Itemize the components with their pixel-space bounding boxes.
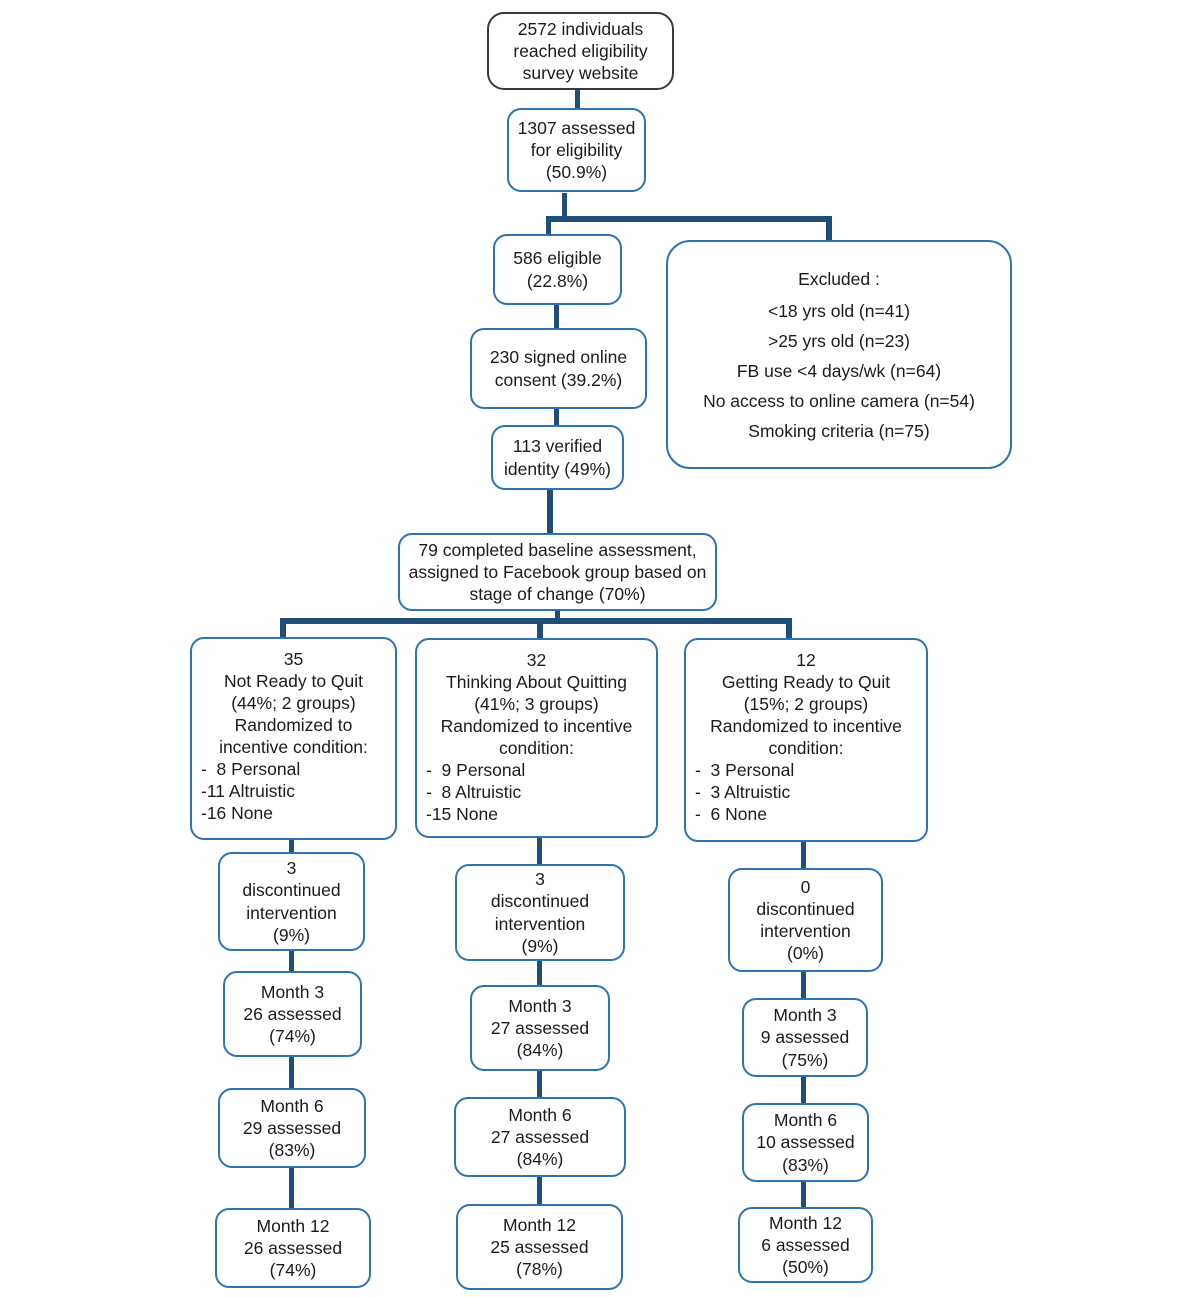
text-line: Month 6 (260, 1095, 324, 1116)
text-line: intervention (246, 902, 337, 923)
text-line: (9%) (521, 935, 559, 956)
text-line: condition: (499, 738, 574, 759)
connector-to-arm3 (786, 618, 792, 639)
text-line: -11 Altruistic (201, 781, 296, 802)
text-line: Month 6 (773, 1110, 838, 1131)
text-line: - 3 Altruistic (695, 782, 791, 803)
text-line: 35 (283, 649, 304, 669)
connector-assessed-down (562, 193, 567, 218)
text-line: 26 assessed (243, 1003, 342, 1024)
node-month12-arm1 (215, 1208, 371, 1288)
text-line: 0 (800, 876, 811, 897)
text-line: (50.9%) (545, 162, 608, 183)
excluded-title: Excluded : (798, 269, 880, 289)
text-line: No access to online camera (n=54) (703, 391, 975, 411)
arm-summary (417, 649, 656, 759)
text-line: 2572 individuals (517, 18, 644, 39)
text-line: - 6 None (695, 804, 767, 825)
text-line: FB use <4 days/wk (n=64) (736, 361, 942, 381)
text-line: Thinking About Quitting (446, 672, 627, 693)
text-line: Month 12 (256, 1215, 330, 1236)
node-month6-arm2 (454, 1097, 626, 1177)
text-line: Month 6 (508, 1104, 572, 1125)
text-line: (83%) (782, 1154, 829, 1175)
text-line: 586 eligible (513, 248, 602, 269)
text-line: 29 assessed (242, 1117, 342, 1138)
text-line: - 9 Personal (426, 760, 526, 781)
connector-arm3-to-month3 (801, 971, 806, 999)
text-line: consent (39.2%) (494, 369, 623, 390)
text-line: -16 None (201, 803, 273, 824)
text-line: (84%) (516, 1149, 564, 1170)
text-line: Not Ready to Quit (223, 671, 364, 692)
text-line: assigned to Facebook group based on (408, 561, 707, 582)
node-month3-arm3 (742, 998, 868, 1077)
text-line: intervention (494, 913, 586, 934)
node-month6-arm3 (742, 1103, 869, 1182)
text-line: -15 None (426, 804, 498, 825)
text-line: - 8 Altruistic (426, 782, 522, 803)
text-line: reached eligibility (513, 40, 648, 61)
node-excluded (666, 240, 1012, 469)
text-line: 3 (286, 858, 297, 879)
text-line: 6 assessed (761, 1234, 850, 1255)
node-month6-arm1 (218, 1088, 366, 1168)
connector-arm2-to-month12 (537, 1176, 542, 1205)
text-line: <18 yrs old (n=41) (767, 301, 911, 321)
node-arm-getting-ready-to-quit (684, 638, 928, 842)
connector-arm3-to-month12 (801, 1181, 806, 1208)
text-line: 12 (796, 650, 816, 670)
text-line: Randomized to incentive (710, 716, 902, 737)
text-line: - 3 Personal (695, 760, 795, 781)
text-line: incentive condition: (219, 737, 368, 758)
node-signed-online-consent (470, 328, 647, 409)
connector-to-eligible (546, 216, 551, 235)
text-line: survey website (522, 63, 639, 84)
node-eligible (493, 234, 622, 305)
text-line: 25 assessed (490, 1236, 589, 1257)
node-month3-arm1 (223, 971, 362, 1057)
text-line: discontinued (242, 880, 341, 901)
node-arm-thinking-about-quitting (415, 638, 658, 838)
node-month12-arm3 (738, 1207, 873, 1283)
text-line: discontinued (756, 898, 855, 919)
connector-split-eligible-excluded (546, 216, 832, 222)
text-line: 32 (526, 650, 547, 670)
text-line: (84%) (516, 1040, 564, 1061)
text-line: for eligibility (530, 139, 623, 160)
text-line: - 8 Personal (201, 759, 301, 780)
connector-consent-to-verified (554, 408, 559, 426)
text-line: (83%) (268, 1140, 316, 1161)
text-line: (15%; 2 groups) (743, 694, 869, 715)
arm-incentive-breakdown (192, 758, 395, 824)
text-line: Randomized to incentive (440, 716, 633, 737)
text-line: 9 assessed (760, 1027, 850, 1048)
connector-arm1-to-month12 (289, 1167, 294, 1209)
text-line: 113 verified (512, 436, 603, 457)
node-discontinued-arm3 (728, 868, 883, 972)
node-discontinued-arm1 (218, 852, 365, 951)
text-line: 230 signed online (489, 347, 628, 368)
node-verified-identity (491, 425, 624, 490)
text-line: (74%) (269, 1260, 317, 1281)
text-line: (44%; 2 groups) (231, 693, 356, 714)
text-line: (0%) (787, 943, 824, 964)
connector-verified-to-baseline (547, 490, 553, 534)
text-line: (22.8%) (526, 270, 589, 291)
text-line: >25 yrs old (n=23) (767, 331, 911, 351)
text-line: (78%) (516, 1259, 563, 1280)
connector-arm2-to-discontinued (537, 838, 542, 865)
node-assessed-for-eligibility (507, 108, 646, 192)
text-line: Month 3 (508, 995, 572, 1016)
text-line: Month 3 (260, 981, 325, 1002)
text-line: Smoking criteria (n=75) (748, 421, 930, 441)
excluded-reasons-list (703, 296, 975, 446)
arm-incentive-breakdown (686, 759, 926, 825)
text-line: discontinued (490, 891, 590, 912)
connector-to-arm1 (280, 618, 286, 638)
connector-arm2-to-month3 (537, 960, 542, 986)
text-line: Month 12 (769, 1212, 842, 1233)
arm-summary (686, 649, 926, 759)
node-arm-not-ready-to-quit (190, 637, 397, 840)
text-line: 27 assessed (490, 1017, 590, 1038)
text-line: intervention (760, 921, 851, 941)
text-line: stage of change (70%) (469, 584, 646, 605)
text-line: 1307 assessed (517, 117, 636, 138)
connector-three-way-split (280, 618, 792, 624)
text-line: 3 (535, 869, 545, 890)
text-line: 79 completed baseline assessment, (418, 539, 697, 560)
text-line: Month 12 (503, 1214, 576, 1235)
text-line: (50%) (782, 1257, 829, 1278)
connector-arm3-to-month6 (801, 1076, 806, 1104)
arm-summary (192, 648, 395, 758)
connector-arm1-to-month3 (289, 950, 294, 972)
text-line: Month 3 (773, 1005, 837, 1026)
node-completed-baseline-assessment (398, 533, 717, 611)
text-line: (75%) (781, 1049, 829, 1070)
text-line: Getting Ready to Quit (721, 672, 891, 693)
node-reached-survey-website (487, 12, 674, 90)
text-line: condition: (768, 738, 844, 759)
connector-arm2-to-month6 (537, 1070, 542, 1098)
connector-reached-to-assessed (575, 90, 580, 108)
node-discontinued-arm2 (455, 864, 625, 961)
text-line: 26 assessed (243, 1237, 343, 1258)
node-month12-arm2 (456, 1204, 623, 1290)
connector-arm3-to-discontinued (801, 841, 806, 869)
text-line: (9%) (273, 924, 310, 945)
connector-eligible-to-consent (554, 304, 559, 329)
connector-to-arm2 (537, 618, 543, 639)
text-line: identity (49%) (504, 458, 611, 479)
text-line: 10 assessed (756, 1132, 855, 1153)
node-month3-arm2 (470, 985, 610, 1071)
connector-arm1-to-month6 (289, 1056, 294, 1089)
text-line: 27 assessed (490, 1126, 590, 1147)
arm-incentive-breakdown (417, 759, 656, 825)
connector-to-excluded (826, 216, 832, 241)
text-line: (41%; 3 groups) (474, 694, 599, 715)
text-line: Randomized to (234, 715, 353, 736)
text-line: (74%) (269, 1026, 316, 1047)
